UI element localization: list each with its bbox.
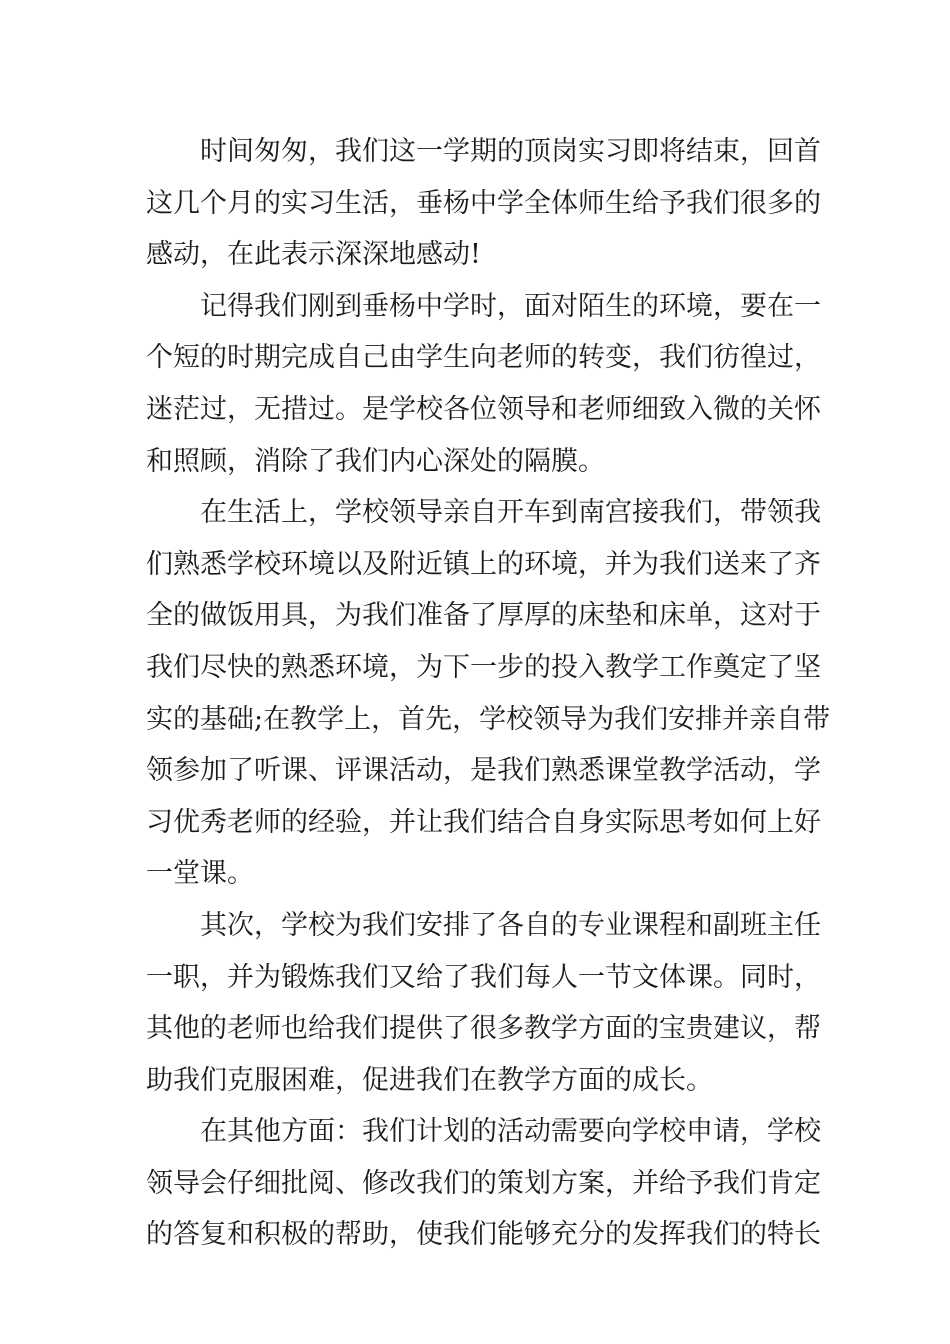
paragraph-4-line-4: 助我们克服困难，促进我们在教学方面的成长。	[146, 1064, 713, 1096]
paragraph-5-line-1: 在其他方面：我们计划的活动需要向学校申请，学校	[200, 1116, 821, 1148]
paragraph-4-line-3: 其他的老师也给我们提供了很多教学方面的宝贵建议，帮	[146, 1013, 821, 1045]
paragraph-1-line-3: 感动，在此表示深深地感动!	[146, 239, 481, 271]
paragraph-2-line-3: 迷茫过，无措过。是学校各位领导和老师细致入微的关怀	[146, 393, 821, 425]
paragraph-5-line-3: 的答复和积极的帮助，使我们能够充分的发挥我们的特长	[146, 1219, 821, 1251]
body-text	[146, 126, 831, 1261]
paragraph-1-line-2: 这几个月的实习生活，垂杨中学全体师生给予我们很多的	[146, 187, 821, 219]
paragraph-2-line-2: 个短的时期完成自己由学生向老师的转变，我们彷徨过，	[146, 342, 821, 374]
paragraph-1-line-1: 时间匆匆，我们这一学期的顶岗实习即将结束，回首	[200, 136, 821, 167]
paragraph-3-line-1: 在生活上，学校领导亲自开车到南宫接我们，带领我	[200, 497, 821, 529]
paragraph-3-line-3: 全的做饭用具，为我们准备了厚厚的床垫和床单，这对于	[146, 600, 821, 632]
paragraph-5-line-2: 领导会仔细批阅、修改我们的策划方案，并给予我们肯定	[146, 1167, 821, 1199]
paragraph-3-line-5: 实的基础;在教学上，首先，学校领导为我们安排并亲自带	[146, 703, 831, 735]
paragraph-3-line-7: 习优秀老师的经验，并让我们结合自身实际思考如何上好	[146, 806, 821, 838]
paragraph-3-line-6: 领参加了听课、评课活动，是我们熟悉课堂教学活动，学	[146, 755, 821, 787]
paragraph-3-line-2: 们熟悉学校环境以及附近镇上的环境，并为我们送来了齐	[146, 548, 821, 580]
paragraph-3-line-8: 一堂课。	[146, 858, 254, 890]
paragraph-4-line-2: 一职，并为锻炼我们又给了我们每人一节文体课。同时，	[146, 961, 821, 993]
paragraph-3-line-4: 我们尽快的熟悉环境，为下一步的投入教学工作奠定了坚	[146, 651, 821, 683]
paragraph-2-line-1: 记得我们刚到垂杨中学时，面对陌生的环境，要在一	[200, 290, 821, 322]
paragraph-4-line-1: 其次，学校为我们安排了各自的专业课程和副班主任	[200, 909, 821, 941]
paragraph-2-line-4: 和照顾，消除了我们内心深处的隔膜。	[146, 445, 605, 477]
